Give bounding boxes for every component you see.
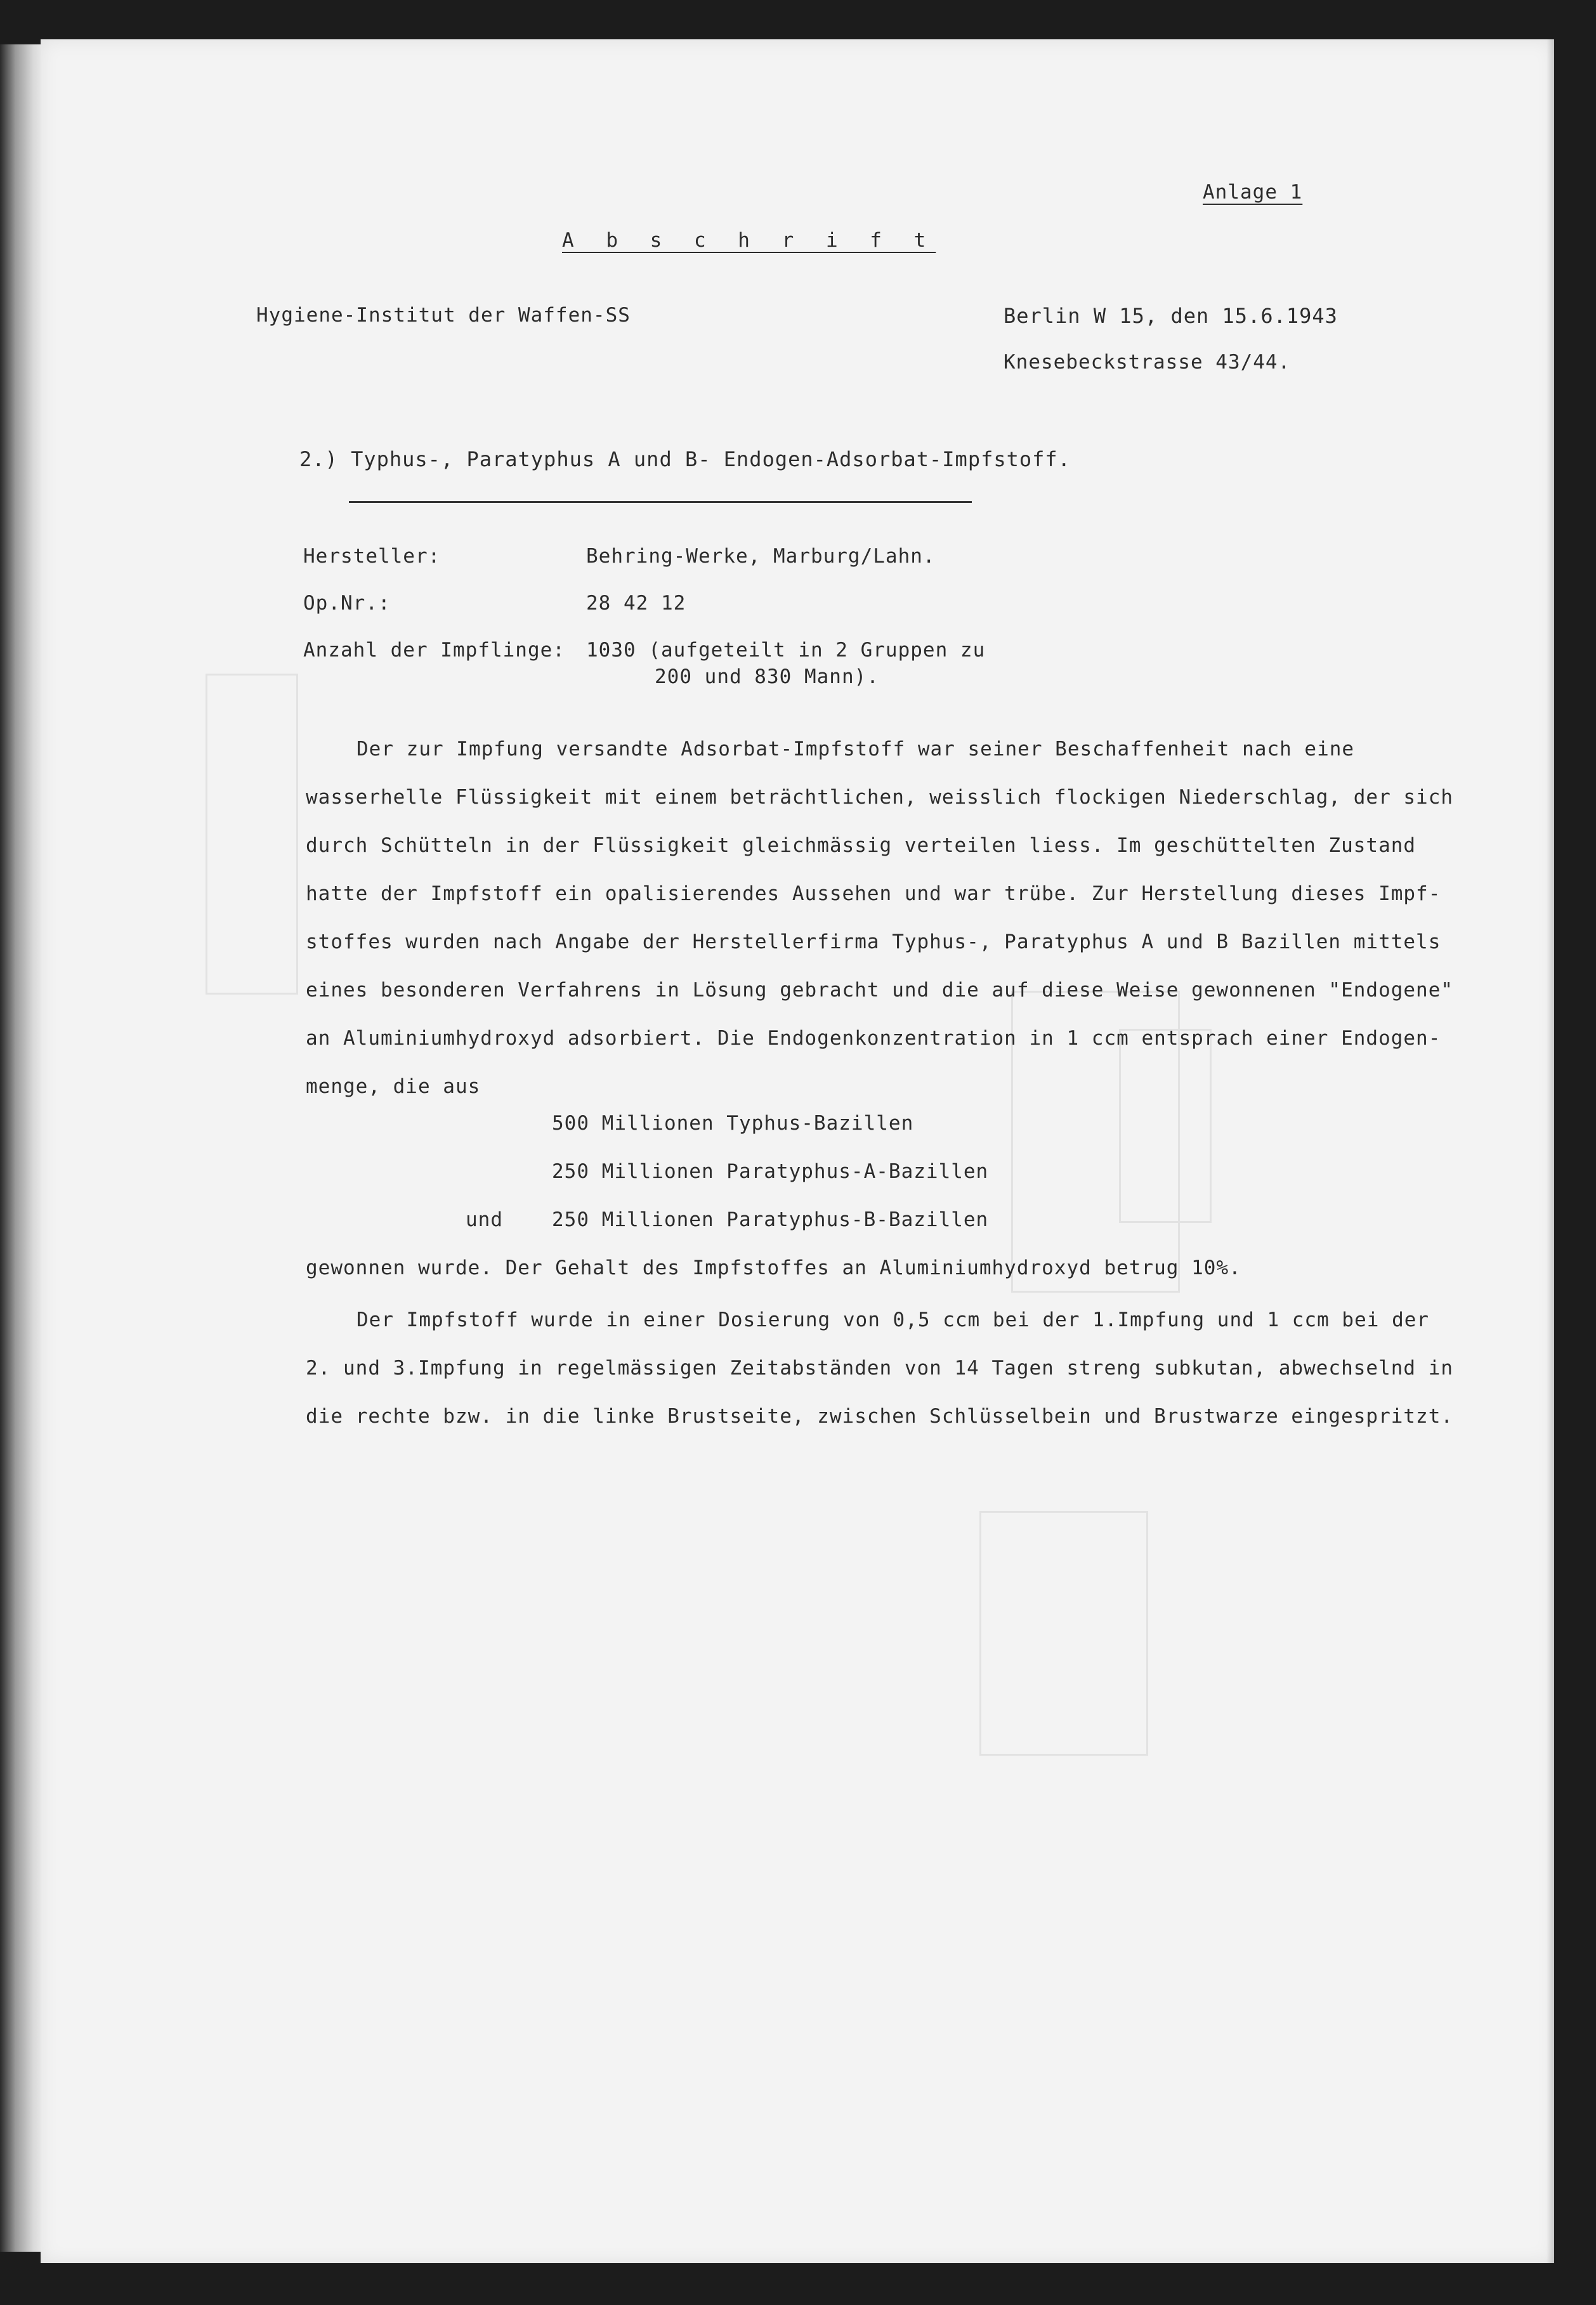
paragraph-1-line: an Aluminiumhydroxyd adsorbiert. Die Endogenkonzentration in 1 ccm entsprach einer Endogen- <box>306 1027 1441 1050</box>
amount-line: 250 Millionen Paratyphus-A-Bazillen <box>552 1160 989 1183</box>
paragraph-1-line: menge, die aus <box>306 1075 481 1098</box>
paragraph-2-line: Der Impfstoff wurde in einer Dosierung von 0,5 ccm bei der 1.Impfung und 1 ccm bei der <box>356 1309 1430 1331</box>
annex-label: Anlage 1 <box>1203 181 1303 204</box>
amount-prefix: und <box>466 1208 503 1231</box>
detail-label: Hersteller: <box>303 545 441 568</box>
place-and-date: Berlin W 15, den 15.6.1943 <box>1004 304 1338 328</box>
detail-value: Behring-Werke, Marburg/Lahn. <box>586 545 936 568</box>
bleed-through-box <box>1119 1029 1212 1223</box>
paragraph-1-line: wasserhelle Flüssigkeit mit einem beträchtlichen, weisslich flockigen Niederschlag, der sich <box>306 786 1454 809</box>
amount-line: 250 Millionen Paratyphus-B-Bazillen <box>552 1208 989 1231</box>
detail-label: Op.Nr.: <box>303 592 391 615</box>
bleed-through-box <box>206 674 298 995</box>
detail-label: Anzahl der Impflinge: <box>303 639 565 662</box>
document-type-heading: A b s c h r i f t <box>562 229 936 252</box>
paragraph-2-line: 2. und 3.Impfung in regelmässigen Zeitabständen von 14 Tagen streng subkutan, abwechselnd in <box>306 1357 1454 1380</box>
document-page <box>41 39 1554 2263</box>
street-address: Knesebeckstrasse 43/44. <box>1004 351 1291 374</box>
paragraph-2-line: die rechte bzw. in die linke Brustseite, zwischen Schlüsselbein und Brustwarze eingespritzt. <box>306 1405 1454 1428</box>
subject-underline <box>349 501 972 503</box>
amount-line: 500 Millionen Typhus-Bazillen <box>552 1112 914 1135</box>
bleed-through-box <box>979 1511 1148 1756</box>
paragraph-1-line: hatte der Impfstoff ein opalisierendes Aussehen und war trübe. Zur Herstellung dieses Impf- <box>306 882 1441 905</box>
detail-value: 1030 (aufgeteilt in 2 Gruppen zu <box>586 639 986 662</box>
detail-value-continued: 200 und 830 Mann). <box>655 665 879 688</box>
paragraph-1-line: durch Schütteln in der Flüssigkeit gleichmässig verteilen liess. Im geschüttelten Zustand <box>306 834 1416 857</box>
page-edge-shadow <box>1547 39 1554 2263</box>
sender-institution: Hygiene-Institut der Waffen-SS <box>256 304 631 327</box>
paragraph-1-line: eines besonderen Verfahrens in Lösung gebracht und die auf diese Weise gewonnenen "Endogene" <box>306 979 1454 1002</box>
detail-value: 28 42 12 <box>586 592 686 615</box>
binding-edge <box>0 44 44 2252</box>
paragraph-1-line: Der zur Impfung versandte Adsorbat-Impfstoff war seiner Beschaffenheit nach eine <box>356 738 1355 761</box>
paragraph-1-end: gewonnen wurde. Der Gehalt des Impfstoffes an Aluminiumhydroxyd betrug 10%. <box>306 1257 1241 1279</box>
paragraph-1-line: stoffes wurden nach Angabe der Herstellerfirma Typhus-, Paratyphus A und B Bazillen mittels <box>306 930 1441 953</box>
subject-line: 2.) Typhus-, Paratyphus A und B- Endogen-Adsorbat-Impfstoff. <box>299 447 1071 471</box>
